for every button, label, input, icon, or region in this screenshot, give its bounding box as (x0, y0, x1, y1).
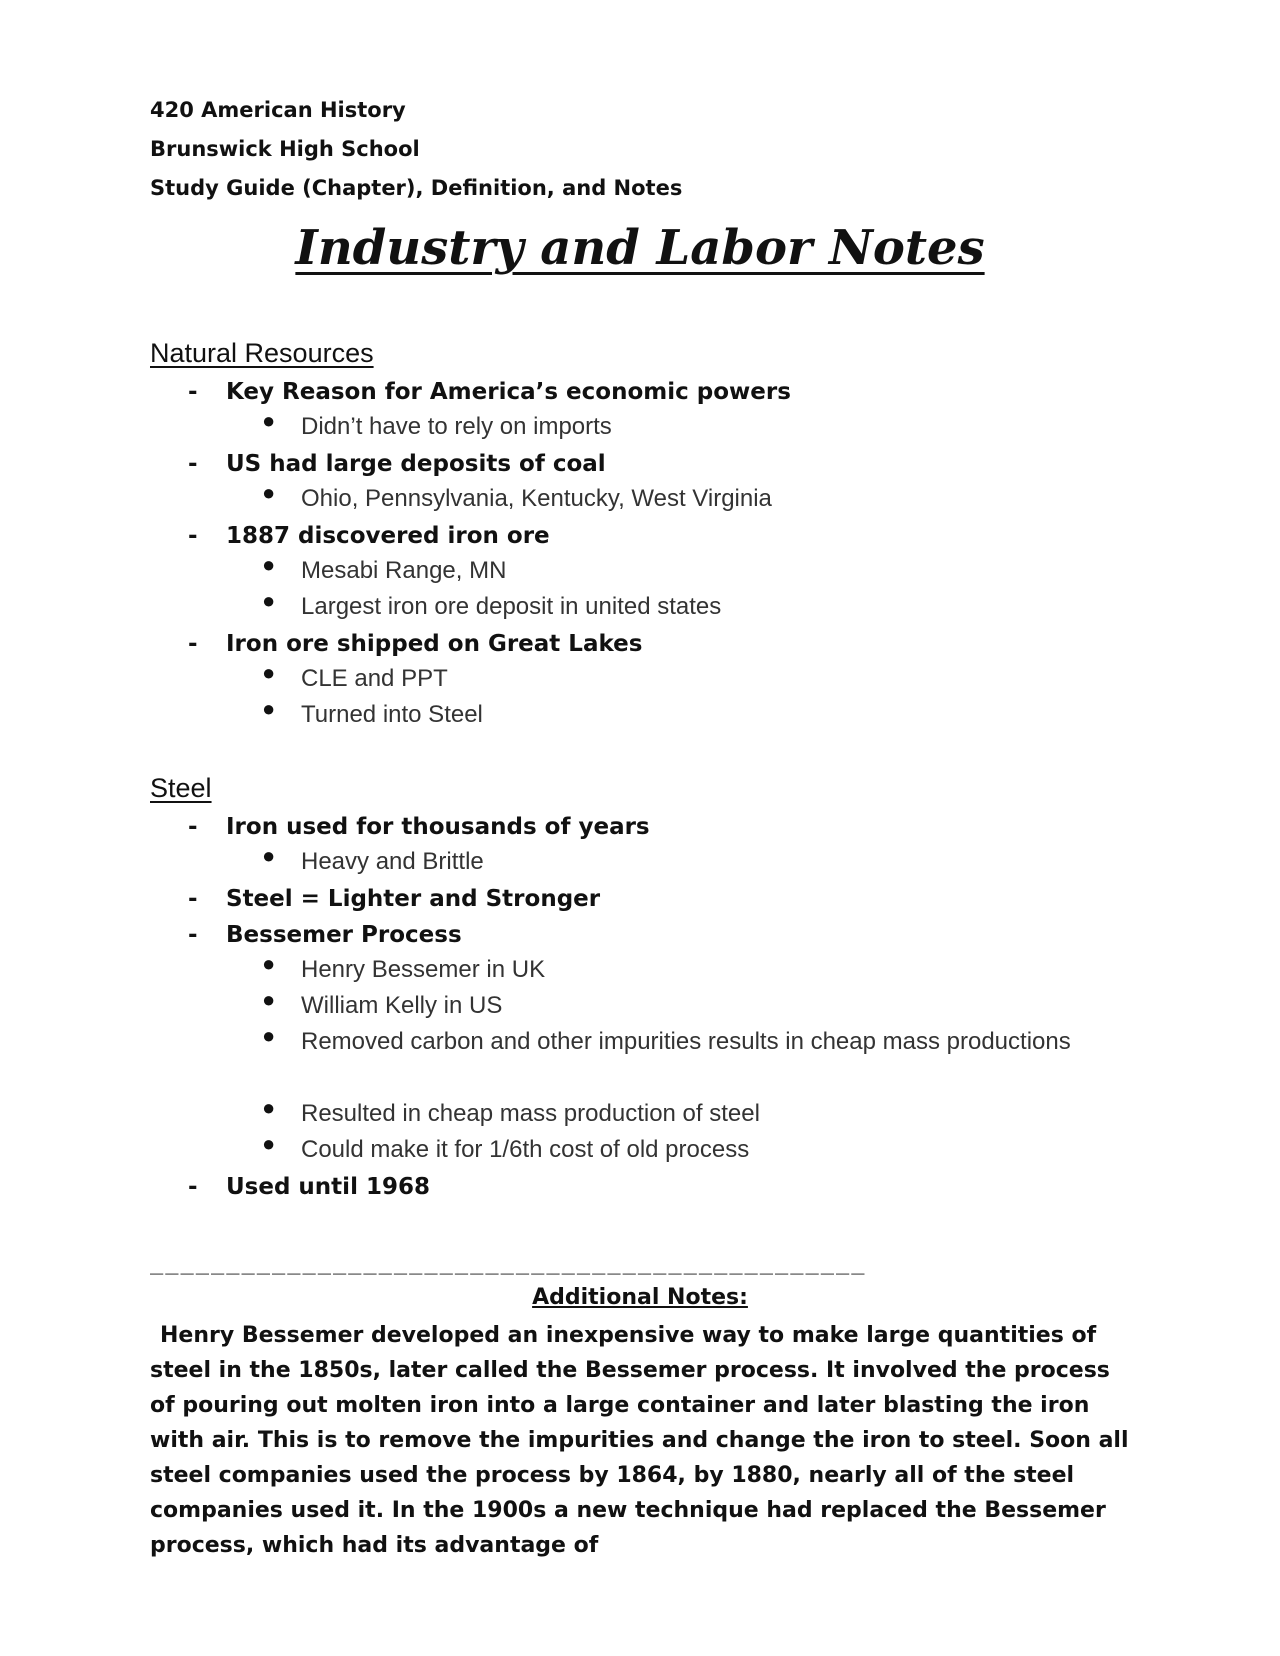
section-divider: _______________________________________________ (150, 1250, 867, 1275)
bullet-icon: ● (262, 588, 276, 613)
additional-notes-heading: Additional Notes: (532, 1285, 748, 1310)
bullet-icon: ● (262, 987, 276, 1012)
bullet-icon: ● (262, 696, 276, 721)
bullet-icon: ● (262, 951, 276, 976)
bullet-icon: ● (262, 480, 276, 505)
section-heading-natural-resources: Natural Resources (150, 338, 374, 368)
bullet-icon: ● (262, 1095, 276, 1120)
bullet-icon: ● (262, 843, 276, 868)
school-name: Brunswick High School (150, 137, 420, 161)
bullet-icon: ● (262, 660, 276, 685)
page-title: Industry and Labor Notes (295, 220, 985, 276)
bullet-icon: ● (262, 1023, 276, 1048)
bullet-icon: ● (262, 408, 276, 433)
guide-label: Study Guide (Chapter), Definition, and Notes (150, 176, 683, 200)
bullet-icon: ● (262, 552, 276, 577)
additional-notes-body: Henry Bessemer developed an inexpensive way to make large quantities of steel in the 1850s, later called the Bessemer process. It involved the process of pouring out molten iron into a large container and later blasting the iron with air. This is to remove the impurities and change the iron to steel. Soon all steel companies used the process by 1864, by 1880, nearly all of the steel companies used it. In the 1900s a new technique had replaced the Bessemer process, which had its advantage of (150, 1323, 1129, 1558)
notes-page: 420 American History Brunswick High School Study Guide (Chapter), Definition, and Notes Industry and Labor Notes Natural Resources - Key Reason for America’s economic powers ● Didn’t have to rely on imports - US had large deposits of coal ● Ohio, Pennsylvania, Kentucky, West Virginia - 1887 discovered iron ore ● Mesabi Range, MN ● Largest iron ore deposit in united states - Iron ore shipped on Great Lakes ● CLE and PPT ● Turned into Steel Steel - Iron used for thousands of years ● Heavy and Brittle - Steel = Lighter and Stronger - Bessemer Process ● Henry Bessemer in UK ● William Kelly in US ● Removed carbon and other impurities results in cheap mass productions ● Resulted in cheap mass production of steel ● Could make it for 1/6th cost of old process - Used until 1968 _______________________________________________ Additional Notes: Henry Bessemer developed an inexpensive way to make large quantities of steel in the 1850s, later called the Bessemer process. It involved the process of pouring out molten iron into a large container and later blasting the iron with air. This is to remove the impurities and change the iron to steel. Soon all steel companies used the process by 1864, by 1880, nearly all of the steel companies used it. In the 1900s a new technique had replaced the Bessemer process, which had its advantage of (0, 0, 1280, 1656)
bullet-icon: ● (262, 1131, 276, 1156)
section-heading-steel: Steel (150, 773, 212, 803)
course-name: 420 American History (150, 98, 406, 122)
